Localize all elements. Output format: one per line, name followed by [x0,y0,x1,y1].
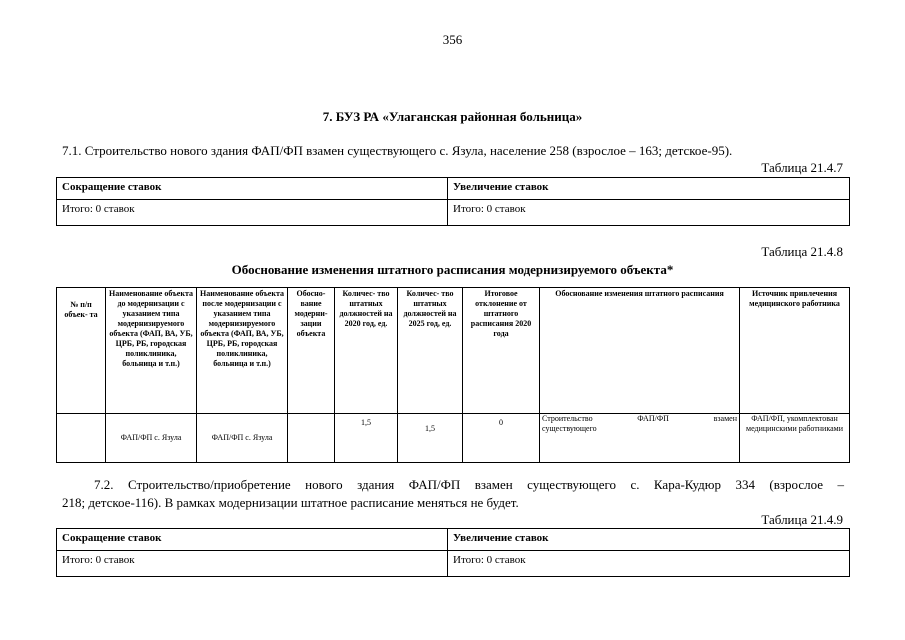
item-7-2-line: 218; детское-116). В рамках модернизации штатное расписание меняться не будет. [62,495,519,510]
item-7-2-line: 7.2. Строительство/приобретение нового здания ФАП/ФП взамен существующего с. Кара-Кудюр 334 (взрослое – [94,477,844,492]
section-title: 7. БУЗ РА «Улаганская районная больница» [322,109,583,124]
table-header-cell: Увеличение ставок [448,178,850,200]
item-7-1-text: 7.1. Строительство нового здания ФАП/ФП взамен существующего с. Язула, население 258 (взрослое – 163; детское-95). [62,143,733,158]
table-cell [288,414,335,463]
table-header-cell: Сокращение ставок [57,178,448,200]
table-cell [57,414,106,463]
table-cell: ФАП/ФП, укомплектован медицинскими работниками [740,414,850,463]
table-header-cell: Наименование объекта после модернизации с указанием типа модернизируемого объекта (ФАП, ВА, УБ, ЦРБ, РБ, городская поликлиника, больница и т.п.) [197,288,288,414]
table-21-4-9 [56,528,850,577]
table-header-cell: Увеличение ставок [448,529,850,551]
table-cell [540,414,740,463]
item-7-2-text [62,476,844,512]
table-cell: 1,5 [335,414,398,463]
table-21-4-8 [56,287,850,463]
table-cell: 1,5 [398,414,463,463]
table-header-cell: Наименование объекта до модернизации с указанием типа модернизируемого объекта (ФАП, ВА, УБ, ЦРБ, РБ, городская поликлиника, больница и т.п.) [106,288,197,414]
table-cell: ФАП/ФП с. Язула [197,414,288,463]
table-header-cell: Итоговое отклонение от штатного расписания 2020 года [463,288,540,414]
page-number: 356 [442,32,463,47]
table-21-4-7 [56,177,850,226]
table-21-4-9-label: Таблица 21.4.9 [761,512,843,527]
table-cell: Итого: 0 ставок [448,200,850,226]
table-header-cell: Обосно- вание модерни- зации объекта [288,288,335,414]
table-21-4-8-label: Таблица 21.4.8 [761,244,843,259]
table-header-cell: Количес- тво штатных должностей на 2020 год, ед. [335,288,398,414]
table-cell: Итого: 0 ставок [448,551,850,577]
reason-line: Строительство ФАП/ФП взамен [542,414,737,423]
table-header-cell: Сокращение ставок [57,529,448,551]
table-21-4-7-label: Таблица 21.4.7 [761,160,843,175]
table-21-4-8-caption: Обоснование изменения штатного расписания модернизируемого объекта* [231,262,674,277]
table-cell: Итого: 0 ставок [57,551,448,577]
table-cell: 0 [463,414,540,463]
table-header-cell: Количес- тво штатных должностей на 2025 год, ед. [398,288,463,414]
table-header-cell: Обоснование изменения штатного расписания [540,288,740,414]
table-cell: Итого: 0 ставок [57,200,448,226]
reason-line: существующего [542,424,597,433]
table-header-cell: Источник привлечения медицинского работника [740,288,850,414]
table-header-cell: № п/п объек- та [57,288,106,414]
table-cell: ФАП/ФП с. Язула [106,414,197,463]
